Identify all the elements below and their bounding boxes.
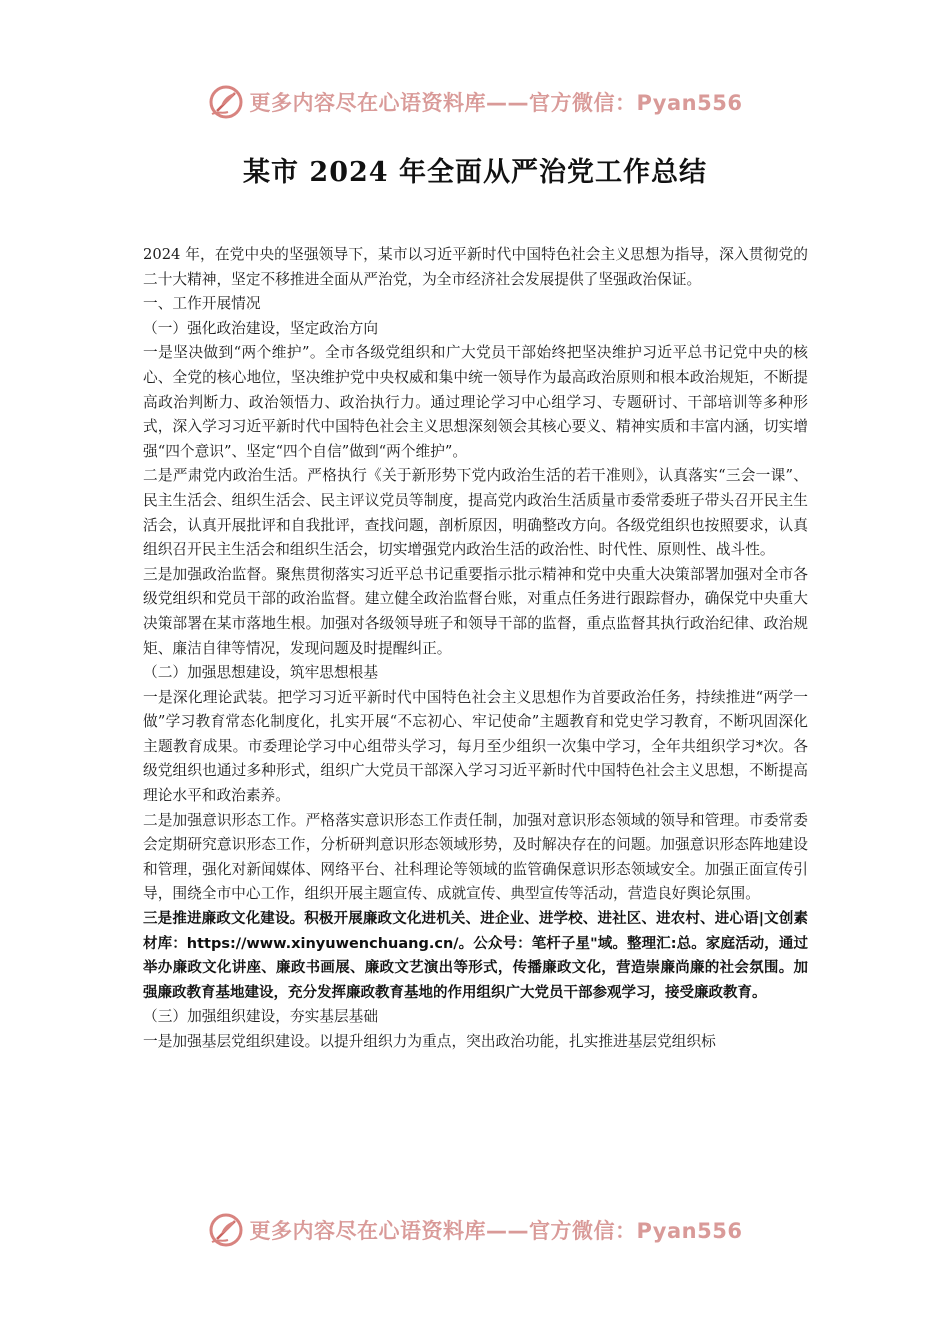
subsection-heading: （三）加强组织建设，夯实基层基础 bbox=[143, 1008, 379, 1026]
section-heading: 一、工作开展情况 bbox=[143, 295, 261, 313]
body-paragraph: 三是加强政治监督。聚焦贯彻落实习近平总书记重要指示批示精神和党中央重大决策部署加强对全市各级党组织和党员干部的政治监督。建立健全政治监督台账，对重点任务进行跟踪督办，确保党中央重大决策部署在某市落地生根。加强对各级领导班子和领导干部的监督，重点监督其执行政治纪律、政治规矩、廉洁自律等情况，发现问题及时提醒纠正。 bbox=[143, 565, 808, 657]
quill-logo-icon bbox=[208, 84, 244, 120]
watermark-banner-top bbox=[0, 80, 950, 124]
body-paragraph: 二是严肃党内政治生活。严格执行《关于新形势下党内政治生活的若干准则》，认真落实“三会一课”、民主生活会、组织生活会、民主评议党员等制度，提高党内政治生活质量市委常委班子带头召开民主生活会，认真开展批评和自我批评，查找问题，剖析原因，明确整改方向。各级党组织也按照要求，认真组织召开民主生活会和组织生活会，切实增强党内政治生活的政治性、时代性、原则性、战斗性。 bbox=[143, 467, 808, 559]
document-title: 某市 2024 年全面从严治党工作总结 bbox=[243, 157, 707, 188]
intro-paragraph: 2024 年，在党中央的坚强领导下，某市以习近平新时代中国特色社会主义思想为指导，深入贯彻党的二十大精神，坚定不移推进全面从严治党，为全市经济社会发展提供了坚强政治保证。 bbox=[143, 246, 808, 288]
body-paragraph: 一是坚决做到“两个维护”。全市各级党组织和广大党员干部始终把坚决维护习近平总书记党中央的核心、全党的核心地位，坚决维护党中央权威和集中统一领导作为最高政治原则和根本政治规矩，不断提高政治判断力、政治领悟力、政治执行力。通过理论学习中心组学习、专题研讨、干部培训等多种形式，深入学习习近平新时代中国特色社会主义思想深刻领会其核心要义、精神实质和丰富内涵，切实增强“四个意识”、坚定“四个自信”做到“两个维护”。 bbox=[143, 344, 808, 460]
body-paragraph-inserted-ad: 三是推进廉政文化建设。积极开展廉政文化进机关、进企业、进学校、进社区、进农村、进心语|文创素材库：https://www.xinyuwenchuang.cn/。公众号：笔杆子星"域。整理汇:总。家庭活动，通过举办廉政文化讲座、廉政书画展、廉政文艺演出等形式，传播廉政文化，营造崇廉尚廉的社会氛围。加强廉政教育基地建设，充分发挥廉政教育基地的作用组织广大党员干部参观学习，接受廉政教育。 bbox=[143, 911, 808, 1001]
document-body bbox=[143, 243, 808, 1055]
body-paragraph: 一是深化理论武装。把学习习近平新时代中国特色社会主义思想作为首要政治任务，持续推进“两学一做”学习教育常态化制度化，扎实开展“不忘初心、牢记使命”主题教育和党史学习教育，不断巩固深化主题教育成果。市委理论学习中心组带头学习，每月至少组织一次集中学习，全年共组织学习*次。各级党组织也通过多种形式，组织广大党员干部深入学习习近平新时代中国特色社会主义思想，不断提高理论水平和政治素养。 bbox=[143, 688, 808, 805]
body-paragraph: 二是加强意识形态工作。严格落实意识形态工作责任制，加强对意识形态领域的领导和管理。市委常委会定期研究意识形态工作，分析研判意识形态领域形势，及时解决存在的问题。加强意识形态阵地建设和管理，强化对新闻媒体、网络平台、社科理论等领域的监管确保意识形态领域安全。加强正面宣传引导，围绕全市中心工作，组织开展主题宣传、成就宣传、典型宣传等活动，营造良好舆论氛围。 bbox=[143, 811, 808, 903]
watermark-banner-bottom bbox=[0, 1208, 950, 1252]
subsection-heading: （二）加强思想建设，筑牢思想根基 bbox=[143, 664, 379, 682]
quill-logo-icon bbox=[208, 1212, 244, 1248]
subsection-heading: （一）强化政治建设，坚定政治方向 bbox=[143, 319, 379, 337]
watermark-text: 更多内容尽在心语资料库——官方微信：Pyan556 bbox=[249, 1219, 743, 1243]
watermark-text: 更多内容尽在心语资料库——官方微信：Pyan556 bbox=[249, 91, 743, 115]
body-paragraph: 一是加强基层党组织建设。以提升组织力为重点，突出政治功能，扎实推进基层党组织标 bbox=[143, 1033, 716, 1050]
